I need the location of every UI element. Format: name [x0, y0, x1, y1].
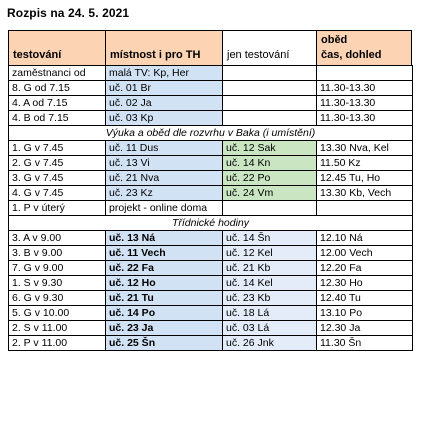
cell-class: 4. G v 7.45 — [9, 186, 106, 201]
table-row — [9, 156, 413, 171]
table-row — [9, 141, 413, 156]
cell-lunch: 13.30 Nva, Kel — [317, 141, 413, 156]
cell-class: 2. P v 11.00 — [9, 336, 106, 351]
header-jen-testovani: jen testování — [222, 30, 317, 66]
cell-test-room: uč. 12 Kel — [223, 246, 317, 261]
cell-test-room: uč. 12 Sak — [223, 141, 317, 156]
section-label-vyuka: Výuka a oběd dle rozvrhu v Baka (i umístění) — [9, 126, 413, 141]
document-title: Rozpis na 24. 5. 2021 — [7, 6, 130, 20]
cell-test-room — [223, 66, 317, 81]
cell-room: uč. 22 Fa — [106, 261, 223, 276]
section-label-tridnicke: Třídnické hodiny — [9, 216, 413, 231]
table-row — [9, 291, 413, 306]
cell-lunch: 12.45 Tu, Ho — [317, 171, 413, 186]
cell-room: uč. 11 Dus — [106, 141, 223, 156]
table-row — [9, 336, 413, 351]
cell-room: uč. 25 Šn — [106, 336, 223, 351]
separator-row — [9, 216, 413, 231]
cell-room: uč. 12 Ho — [106, 276, 223, 291]
cell-lunch: 12.40 Tu — [317, 291, 413, 306]
cell-test-room: uč. 18 Lá — [223, 306, 317, 321]
header-testovani: testování — [8, 30, 106, 66]
cell-lunch: 11.30-13.30 — [317, 111, 413, 126]
cell-room: uč. 23 Ja — [106, 321, 223, 336]
cell-class: 8. G od 7.15 — [9, 81, 106, 96]
cell-class: 3. B v 9.00 — [9, 246, 106, 261]
cell-class: 5. G v 10.00 — [9, 306, 106, 321]
cell-class: 2. S v 11.00 — [9, 321, 106, 336]
cell-test-room — [223, 81, 317, 96]
cell-class: 1. P v úterý — [9, 201, 106, 216]
header-obed-line2: čas, dohled — [321, 49, 382, 61]
cell-lunch: 11.30-13.30 — [317, 96, 413, 111]
table-row — [9, 66, 413, 81]
cell-test-room: uč. 23 Kb — [223, 291, 317, 306]
table-row — [9, 321, 413, 336]
cell-room: uč. 21 Nva — [106, 171, 223, 186]
cell-test-room — [223, 111, 317, 126]
header-obed-line1: oběd — [321, 34, 348, 46]
separator-row — [9, 126, 413, 141]
cell-room: uč. 23 Kz — [106, 186, 223, 201]
cell-class: 3. G v 7.45 — [9, 171, 106, 186]
cell-test-room: uč. 14 Kel — [223, 276, 317, 291]
cell-lunch: 12.20 Fa — [317, 261, 413, 276]
table-row — [9, 201, 413, 216]
cell-lunch: 13.30 Kb, Vech — [317, 186, 413, 201]
cell-room: uč. 14 Po — [106, 306, 223, 321]
cell-test-room: uč. 26 Jnk — [223, 336, 317, 351]
header-obed — [316, 30, 412, 66]
table-row — [9, 96, 413, 111]
cell-room: uč. 13 Vi — [106, 156, 223, 171]
cell-lunch: 11.50 Kz — [317, 156, 413, 171]
cell-lunch: 12.00 Vech — [317, 246, 413, 261]
cell-lunch — [317, 66, 413, 81]
cell-class: 6. G v 9.30 — [9, 291, 106, 306]
cell-class: 7. G v 9.00 — [9, 261, 106, 276]
cell-class: 4. B od 7.15 — [9, 111, 106, 126]
cell-lunch: 12.30 Ho — [317, 276, 413, 291]
cell-test-room: uč. 03 Lá — [223, 321, 317, 336]
table-row — [9, 81, 413, 96]
table-row — [9, 111, 413, 126]
table-row — [9, 306, 413, 321]
cell-room: projekt - online doma — [106, 201, 223, 216]
cell-lunch: 12.30 Ja — [317, 321, 413, 336]
cell-test-room — [223, 201, 317, 216]
cell-room: malá TV: Kp, Her — [106, 66, 223, 81]
cell-test-room: uč. 22 Po — [223, 171, 317, 186]
table-row — [9, 276, 413, 291]
cell-test-room: uč. 14 Kn — [223, 156, 317, 171]
cell-room: uč. 21 Tu — [106, 291, 223, 306]
cell-room: uč. 03 Kp — [106, 111, 223, 126]
cell-class: 1. G v 7.45 — [9, 141, 106, 156]
cell-class: 1. S v 9.30 — [9, 276, 106, 291]
cell-room: uč. 13 Ná — [106, 231, 223, 246]
table-row — [9, 186, 413, 201]
header-mistnost: místnost i pro TH — [105, 30, 223, 66]
cell-room: uč. 02 Ja — [106, 96, 223, 111]
table-row — [9, 246, 413, 261]
cell-test-room: uč. 24 Vm — [223, 186, 317, 201]
cell-class: 2. G v 7.45 — [9, 156, 106, 171]
cell-test-room — [223, 96, 317, 111]
table-row — [9, 261, 413, 276]
cell-class: zaměstnanci od — [9, 66, 106, 81]
cell-test-room: uč. 14 Šn — [223, 231, 317, 246]
cell-class: 4. A od 7.15 — [9, 96, 106, 111]
cell-room: uč. 11 Vech — [106, 246, 223, 261]
cell-lunch — [317, 201, 413, 216]
cell-lunch: 13.10 Po — [317, 306, 413, 321]
cell-lunch: 12.10 Ná — [317, 231, 413, 246]
cell-class: 3. A v 9.00 — [9, 231, 106, 246]
schedule-table — [8, 65, 413, 351]
cell-room: uč. 01 Br — [106, 81, 223, 96]
table-row — [9, 231, 413, 246]
cell-lunch: 11.30 Šn — [317, 336, 413, 351]
cell-test-room: uč. 21 Kb — [223, 261, 317, 276]
cell-lunch: 11.30-13.30 — [317, 81, 413, 96]
table-row — [9, 171, 413, 186]
